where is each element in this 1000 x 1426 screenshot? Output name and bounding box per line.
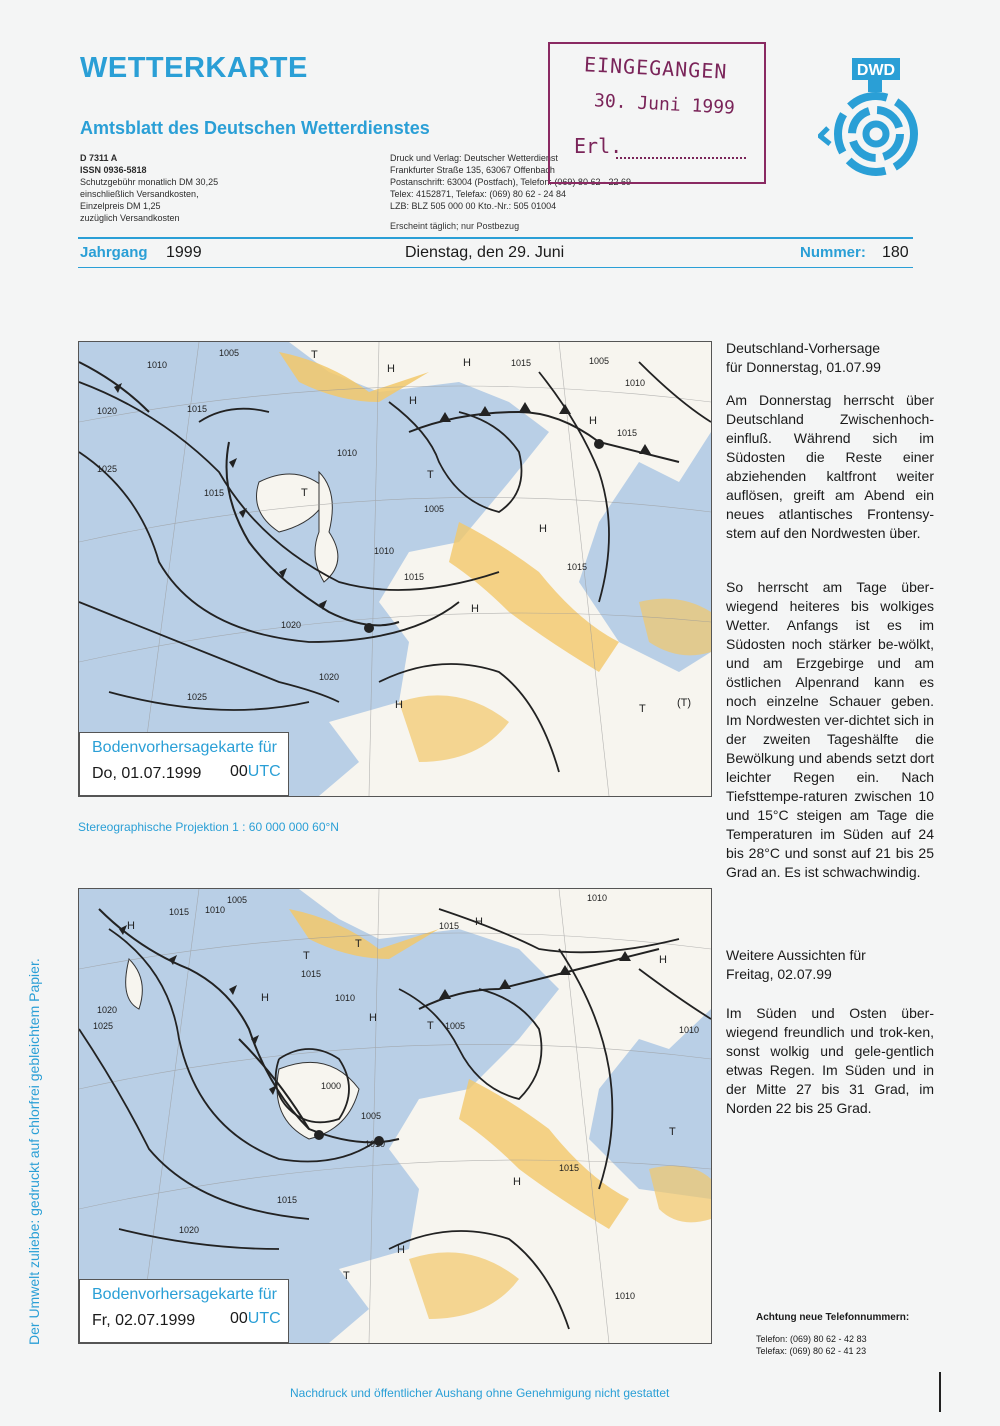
surface-forecast-map-2 bbox=[78, 888, 712, 1344]
phone-notice bbox=[756, 1333, 867, 1357]
page-title: WETTERKARTE bbox=[80, 52, 308, 84]
meta-code: D 7311 A bbox=[80, 153, 118, 163]
high-pressure-marker: H bbox=[397, 1244, 405, 1256]
jahrgang-label: Jahrgang bbox=[80, 244, 148, 261]
isobar-label: 1010 bbox=[679, 1025, 700, 1035]
isobar-label: 1015 bbox=[439, 921, 460, 931]
isobar-label: 1020 bbox=[319, 672, 340, 682]
dwd-spiral-logo-icon bbox=[818, 58, 918, 188]
isobar-label: 1015 bbox=[559, 1163, 580, 1173]
isobar-label: 1000 bbox=[321, 1081, 342, 1091]
isobar-label: 1005 bbox=[361, 1111, 382, 1121]
high-pressure-marker: H bbox=[589, 415, 597, 427]
map-caption bbox=[79, 732, 289, 796]
publication-frequency: Erscheint täglich; nur Postbezug bbox=[390, 221, 520, 231]
high-pressure-marker: H bbox=[539, 523, 547, 535]
phone-notice-title: Achtung neue Telefonnummern: bbox=[756, 1312, 910, 1323]
isobar-label: 1015 bbox=[301, 969, 322, 979]
isobar-label: 1015 bbox=[204, 488, 225, 498]
isobar-label: 1010 bbox=[335, 993, 356, 1003]
high-pressure-marker: H bbox=[395, 699, 403, 711]
caption-title: Bodenvorhersagekarte für bbox=[92, 739, 277, 756]
low-pressure-marker: T bbox=[343, 1270, 350, 1282]
high-pressure-marker: H bbox=[409, 395, 417, 407]
fax-number: Telefax: (069) 80 62 - 41 23 bbox=[756, 1346, 867, 1356]
isobar-label: 1015 bbox=[169, 907, 190, 917]
outlook-heading bbox=[726, 946, 934, 984]
forecast-heading bbox=[726, 339, 934, 377]
stamp-received: EINGEGANGEN bbox=[583, 52, 728, 84]
low-pressure-marker: (T) bbox=[677, 697, 692, 709]
high-pressure-marker: H bbox=[387, 363, 395, 375]
isobar-label: 1015 bbox=[617, 428, 638, 438]
meta-shipping: einschließlich Versandkosten, bbox=[80, 189, 199, 199]
isobar-label: 1015 bbox=[277, 1195, 298, 1205]
jahrgang-value: 1999 bbox=[166, 244, 202, 261]
high-pressure-marker: H bbox=[261, 992, 269, 1004]
stamp-signature-line bbox=[616, 157, 746, 159]
isobar-label: 1005 bbox=[219, 348, 240, 358]
isobar-label: 1015 bbox=[404, 572, 425, 582]
isobar-label: 1005 bbox=[424, 504, 445, 514]
low-pressure-marker: T bbox=[427, 1020, 434, 1032]
low-pressure-marker: T bbox=[427, 469, 434, 481]
forecast-heading-line: für Donnerstag, 01.07.99 bbox=[726, 359, 881, 375]
issue-date: Dienstag, den 29. Juni bbox=[405, 244, 565, 261]
eco-paper-note: Der Umwelt zuliebe: gedruckt auf chlorfrei gebleichtem Papier. bbox=[26, 958, 42, 1345]
isobar-label: 1010 bbox=[147, 360, 168, 370]
caption-title: Bodenvorhersagekarte für bbox=[92, 1286, 277, 1303]
meta-shipping-extra: zuzüglich Versandkosten bbox=[80, 213, 180, 223]
number-value: 180 bbox=[882, 244, 909, 261]
isobar-label: 1020 bbox=[97, 1005, 118, 1015]
forecast-paragraph: So herrscht am Tage über-wiegend heiteres bis wolkiges Wetter. Anfangs ist es im Südosten noch stärker be-wölkt, und am Erzgebirge und am östlichen Alpenrand kann es noch einzelne Schauer geben. Im Nordwesten ver-dichtet sich in der zweiten Tageshälfte die Bewölkung und abends setzt dort leichter Regen ein. Nach Tiefsttempe-raturen zwischen 10 und 15°C steigen am Tage die Temperaturen im Süden auf 24 bis 28°C und sonst auf 21 bis 25 Grad an. Es ist schwachwindig. bbox=[726, 579, 934, 880]
high-pressure-marker: H bbox=[127, 920, 135, 932]
publisher-bank: LZB: BLZ 505 000 00 Kto.-Nr.: 505 01004 bbox=[390, 201, 557, 211]
page-edge-mark bbox=[939, 1372, 941, 1412]
meta-fee: Schutzgebühr monatlich DM 30,25 bbox=[80, 177, 219, 187]
high-pressure-marker: H bbox=[513, 1176, 521, 1188]
isobar-label: 1010 bbox=[365, 1139, 386, 1149]
number-label: Nummer: bbox=[800, 244, 866, 261]
surface-forecast-map-1 bbox=[78, 341, 712, 797]
map-projection-note: Stereographische Projektion 1 : 60 000 000 60°N bbox=[78, 820, 339, 834]
low-pressure-marker: T bbox=[355, 938, 362, 950]
publisher-telex: Telex: 4152871, Telefax: (069) 80 62 - 24 84 bbox=[390, 189, 566, 199]
caption-date: Do, 01.07.1999 bbox=[92, 765, 202, 782]
high-pressure-marker: H bbox=[463, 357, 471, 369]
isobar-label: 1005 bbox=[445, 1021, 466, 1031]
caption-date: Fr, 02.07.1999 bbox=[92, 1312, 196, 1329]
publisher-postal: Postanschrift: 63004 (Postfach), Telefon: (069) 80 62 - 22 69 bbox=[390, 177, 631, 187]
received-stamp bbox=[548, 42, 766, 184]
forecast-paragraph: Am Donnerstag herrscht über Deutschland Zwischenhoch-einfluß. Während sich im Südosten die Reste einer abziehenden kaltfront weiter auflösen, greift am Abend ein neues atlantisches Frontensy-stem auf den Nordwesten über. bbox=[726, 392, 934, 541]
dwd-logo bbox=[818, 58, 918, 188]
isobar-label: 1025 bbox=[97, 464, 118, 474]
isobar-label: 1020 bbox=[179, 1225, 200, 1235]
meta-issn: ISSN 0936-5818 bbox=[80, 165, 147, 175]
forecast-heading-line: Deutschland-Vorhersage bbox=[726, 340, 881, 356]
map-caption bbox=[79, 1279, 289, 1343]
page-subtitle: Amtsblatt des Deutschen Wetterdienstes bbox=[80, 118, 430, 138]
publication-meta bbox=[80, 152, 218, 224]
isobar-label: 1020 bbox=[281, 620, 302, 630]
low-pressure-marker: T bbox=[311, 349, 318, 361]
low-pressure-marker: T bbox=[301, 487, 308, 499]
high-pressure-marker: H bbox=[369, 1012, 377, 1024]
isobar-label: 1005 bbox=[227, 895, 248, 905]
low-pressure-marker: T bbox=[639, 703, 646, 715]
isobar-label: 1010 bbox=[615, 1291, 636, 1301]
isobar-label: 1015 bbox=[511, 358, 532, 368]
meta-single-price: Einzelpreis DM 1,25 bbox=[80, 201, 161, 211]
phone-number: Telefon: (069) 80 62 - 42 83 bbox=[756, 1334, 867, 1344]
isobar-label: 1015 bbox=[187, 404, 208, 414]
isobar-label: 1010 bbox=[337, 448, 358, 458]
isobar-label: 1025 bbox=[93, 1021, 114, 1031]
isobar-label: 1010 bbox=[205, 905, 226, 915]
logo-text: DWD bbox=[856, 62, 896, 79]
isobar-label: 1015 bbox=[567, 562, 588, 572]
outlook-heading-line: Weitere Aussichten für bbox=[726, 947, 866, 963]
stamp-date: 30. Juni 1999 bbox=[593, 90, 736, 119]
high-pressure-marker: H bbox=[471, 603, 479, 615]
header-divider-bottom bbox=[78, 267, 913, 268]
isobar-label: 1020 bbox=[97, 406, 118, 416]
isobar-label: 1010 bbox=[374, 546, 395, 556]
low-pressure-marker: T bbox=[669, 1126, 676, 1138]
stamp-erl: Erl. bbox=[574, 134, 623, 158]
high-pressure-marker: H bbox=[659, 954, 667, 966]
isobar-label: 1005 bbox=[589, 356, 610, 366]
caption-time: 00UTC bbox=[230, 763, 281, 780]
header-divider bbox=[78, 237, 913, 239]
low-pressure-marker: T bbox=[303, 950, 310, 962]
outlook-heading-line: Freitag, 02.07.99 bbox=[726, 966, 832, 982]
isobar-label: 1025 bbox=[187, 692, 208, 702]
copyright-footer: Nachdruck und öffentlicher Aushang ohne Genehmigung nicht gestattet bbox=[290, 1386, 670, 1400]
outlook-paragraph: Im Süden und Osten über-wiegend freundlich und trok-ken, sonst wolkig und gele-gentlich etwas Regen. Im Süden und in der Mitte 27 bis 31 Grad, im Norden 22 bis 25 Grad. bbox=[726, 1005, 934, 1116]
publisher-line: Druck und Verlag: Deutscher Wetterdienst bbox=[390, 153, 558, 163]
high-pressure-marker: H bbox=[475, 916, 483, 928]
publisher-address: Frankfurter Straße 135, 63067 Offenbach bbox=[390, 165, 555, 175]
caption-time: 00UTC bbox=[230, 1310, 281, 1327]
isobar-label: 1010 bbox=[625, 378, 646, 388]
isobar-label: 1010 bbox=[587, 893, 608, 903]
